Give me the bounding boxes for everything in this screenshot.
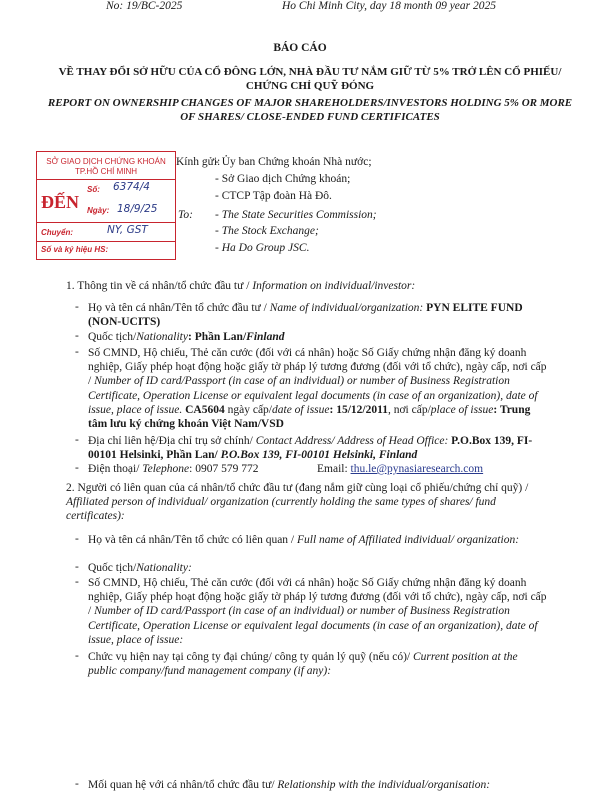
stamp-sohs-label: Số và ký hiệu HS: [41,245,109,254]
title-vn-main: BÁO CÁO [273,42,327,54]
stamp-chuyen-value: NY, GST [107,224,148,236]
stamp-ngay-label: Ngày: [87,206,110,215]
title-vn-sub: VỀ THAY ĐỔI SỞ HỮU CỦA CỔ ĐÔNG LỚN, NHÀ ĐẦU TƯ NẮM GIỮ TỪ 5% TRỞ LÊN CỔ PHIẾU/ CHỨNG CHỈ QUỸ ĐÓNG [58,66,562,92]
s1-id: Số CMND, Hộ chiếu, Thẻ căn cước (đối với cá nhân) hoặc Số Giấy chứng nhận đăng ký doanh nghiệp, Giấy phép hoạt động hoặc giấy tờ pháp lý tương đương (đối với tổ chức), ngày cấp, nơi cấp / Number of ID card/Passport (in case of an individual) or number of Business Registration Certificate, Operation License or equivalent legal documents (in case of an organization), date of issue, place of issue. CA5604 ngày cấp/date of issue: 15/12/2011, nơi cấp/place of issue: Trung tâm lưu ký chứng khoán Việt Nam/VSD [88,347,547,431]
email-link[interactable]: thu.le@pynasiaresearch.com [350,463,484,475]
recipient-en: - The State Securities Commission; [215,209,377,221]
s1-nationality: Quốc tịch/Nationality: Phần Lan/Finland [88,331,285,343]
bullet-dash: - [75,346,79,358]
s2-name: Họ và tên cá nhân/Tên tổ chức có liên quan / Full name of Affiliated individual/ organization: [88,534,520,546]
bullet-dash: - [75,533,79,545]
recipient-vn: - Ủy ban Chứng khoán Nhà nước; [215,156,372,168]
bullet-dash: - [75,561,79,573]
stamp-so-value: 6374/4 [113,181,150,193]
recipient-vn: - Sở Giao dịch Chứng khoán; [215,173,351,185]
bullet-dash: - [75,650,79,662]
bullet-dash: - [75,330,79,342]
recipients-vn-label: Kính gửi: [176,156,221,168]
recipient-en: - Ha Do Group JSC. [215,242,310,254]
s2-id: Số CMND, Hộ chiếu, Thẻ căn cước (đối với cá nhân) hoặc Số Giấy chứng nhận đăng ký doanh nghiệp, Giấy phép hoạt động hoặc giấy tờ pháp lý tương đương (đối với tổ chức), ngày cấp, nơi cấp / Number of ID card/Passport (in case of an individual) or number of Business Registration Certificate, Operation License or equivalent legal documents (in case of an organization), date of issue, place of issue: [88,577,547,646]
s1-phone: Điện thoại/ Telephone: 0907 579 772 [88,463,259,475]
stamp-line2: TP.HỒ CHÍ MINH [74,167,138,176]
stamp-den: ĐẾN [41,192,80,212]
title-en: REPORT ON OWNERSHIP CHANGES OF MAJOR SHAREHOLDERS/INVESTORS HOLDING 5% OR MORE OF SHARES/ CLOSE-ENDED FUND CERTIFICATES [47,97,573,123]
received-stamp [36,151,176,260]
section2-heading: 2. Người có liên quan của cá nhân/tổ chức đầu tư (đang nắm giữ cùng loại cổ phiếu/chứng chỉ quỹ) / Affiliated person of individual/ organization (currently holding the same types of shares/ fund certificates): [66,482,529,523]
s2-nationality: Quốc tịch/Nationality: [88,562,192,574]
stamp-divider [37,179,175,180]
recipient-en: - The Stock Exchange; [215,225,319,237]
recipient-vn: - CTCP Tập đoàn Hà Đô. [215,190,332,202]
s2-position: Chức vụ hiện nay tại công ty đại chúng/ công ty quản lý quỹ (nếu có)/ Current position at the public company/fund management company (if any): [88,651,518,678]
s1-name: Họ và tên cá nhân/Tên tổ chức đầu tư / Name of individual/organization: PYN ELITE FUND (NON-UCITS) [88,302,523,329]
stamp-divider [37,241,175,242]
bullet-dash: - [75,462,79,474]
s1-address: Địa chỉ liên hệ/Địa chỉ trụ sở chính/ Contact Address/ Address of Head Office: P.O.Box 139, FI-00101 Helsinki, Phần Lan/ P.O.Box 139, FI-00101 Helsinki, Finland [88,435,533,462]
section1-heading: 1. Thông tin về cá nhân/tổ chức đầu tư / Information on individual/investor: [66,280,416,292]
bullet-dash: - [75,434,79,446]
stamp-chuyen-label: Chuyển: [41,228,73,237]
stamp-divider [37,222,175,223]
stamp-ngay-value: 18/9/25 [117,203,158,215]
stamp-line1: SỞ GIAO DỊCH CHỨNG KHOÁN [46,157,166,166]
place-date: Ho Chi Minh City, day 18 month 09 year 2025 [282,0,497,12]
bullet-dash: - [75,301,79,313]
bullet-dash: - [75,778,79,790]
s1-email: Email: thu.le@pynasiaresearch.com [317,463,484,475]
bullet-dash: - [75,576,79,588]
document-number: No: 19/BC-2025 [106,0,183,12]
recipients-en-label: To: [178,209,193,221]
stamp-so-label: Số: [87,185,100,194]
s2-relationship: Mối quan hệ với cá nhân/tổ chức đầu tư/ Relationship with the individual/organisation: [88,779,491,791]
